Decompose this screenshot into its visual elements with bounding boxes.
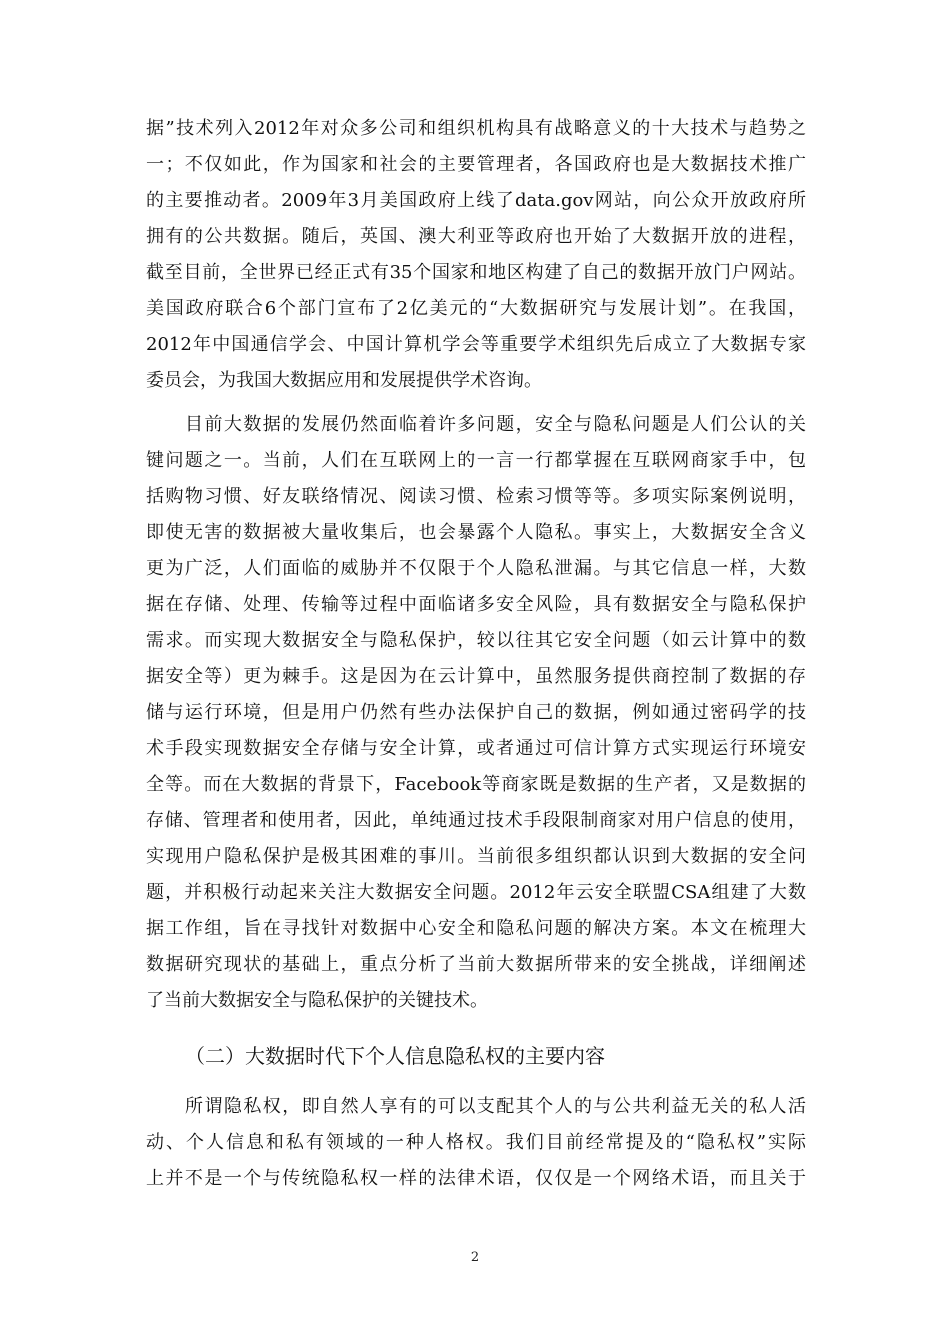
- paragraph-line: 拥有的公共数据。随后，英国、澳大利亚等政府也开始了大数据开放的进程，: [146, 226, 806, 247]
- paragraph-line: 2012年中国通信学会、中国计算机学会等重要学术组织先后成立了大数据专家: [146, 334, 806, 355]
- paragraph-line: 术手段实现数据安全存储与安全计算，或者通过可信计算方式实现运行环境安: [146, 738, 806, 759]
- paragraph-line: 题，并积极行动起来关注大数据安全问题。2012年云安全联盟CSA组建了大数: [146, 882, 806, 903]
- paragraph-line: 全等。而在大数据的背景下，Facebook等商家既是数据的生产者，又是数据的: [146, 774, 806, 795]
- paragraph-line: 目前大数据的发展仍然面临着许多问题，安全与隐私问题是人们公认的关: [185, 414, 806, 435]
- paragraph-line: 括购物习惯、好友联络情况、阅读习惯、检索习惯等等。多项实际案例说明，: [146, 486, 806, 507]
- paragraph-line: 储与运行环境，但是用户仍然有些办法保护自己的数据，例如通过密码学的技: [146, 702, 806, 723]
- paragraph-line: 实现用户隐私保护是极其困难的事川。当前很多组织都认识到大数据的安全问: [146, 846, 806, 867]
- paragraph-line: 的主要推动者。2009年3月美国政府上线了data.gov网站，向公众开放政府所: [146, 190, 806, 211]
- paragraph-line: 委员会，为我国大数据应用和发展提供学术咨询。: [146, 370, 542, 391]
- paragraph-line: 需求。而实现大数据安全与隐私保护，较以往其它安全问题（如云计算中的数: [146, 630, 806, 651]
- paragraph-line: 更为广泛，人们面临的威胁并不仅限于个人隐私泄漏。与其它信息一样，大数: [146, 558, 806, 579]
- paragraph-line: 存储、管理者和使用者，因此，单纯通过技术手段限制商家对用户信息的使用，: [146, 810, 806, 831]
- paragraph-line: 据工作组，旨在寻找针对数据中心安全和隐私问题的解决方案。本文在梳理大: [146, 918, 806, 939]
- paragraph-line: 截至目前，全世界已经正式有35个国家和地区构建了自己的数据开放门户网站。: [146, 262, 806, 283]
- paragraph-line: 动、个人信息和私有领域的一种人格权。我们目前经常提及的“隐私权”实际: [146, 1132, 806, 1153]
- paragraph-line: 上并不是一个与传统隐私权一样的法律术语，仅仅是一个网络术语，而且关于: [146, 1168, 806, 1189]
- paragraph-line: 美国政府联合6个部门宣布了2亿美元的“大数据研究与发展计划”。在我国，: [146, 298, 806, 319]
- paragraph-line: 据安全等）更为棘手。这是因为在云计算中，虽然服务提供商控制了数据的存: [146, 666, 806, 687]
- paragraph-line: 了当前大数据安全与隐私保护的关键技术。: [146, 990, 488, 1011]
- page-number: 2: [470, 1250, 480, 1265]
- paragraph-line: 所谓隐私权，即自然人享有的可以支配其个人的与公共利益无关的私人活: [185, 1096, 806, 1117]
- paragraph-line: 一；不仅如此，作为国家和社会的主要管理者，各国政府也是大数据技术推广: [146, 154, 806, 175]
- paragraph-line: 即使无害的数据被大量收集后，也会暴露个人隐私。事实上，大数据安全含义: [146, 522, 806, 543]
- paragraph-line: 据在存储、处理、传输等过程中面临诸多安全风险，具有数据安全与隐私保护: [146, 594, 806, 615]
- paragraph-line: 数据研究现状的基础上，重点分析了当前大数据所带来的安全挑战，详细阐述: [146, 954, 806, 975]
- section-heading: （二）大数据时代下个人信息隐私权的主要内容: [185, 1044, 605, 1068]
- paragraph-line: 据”技术列入2012年对众多公司和组织机构具有战略意义的十大技术与趋势之: [146, 118, 806, 139]
- paragraph-line: 键问题之一。当前，人们在互联网上的一言一行都掌握在互联网商家手中，包: [146, 450, 806, 471]
